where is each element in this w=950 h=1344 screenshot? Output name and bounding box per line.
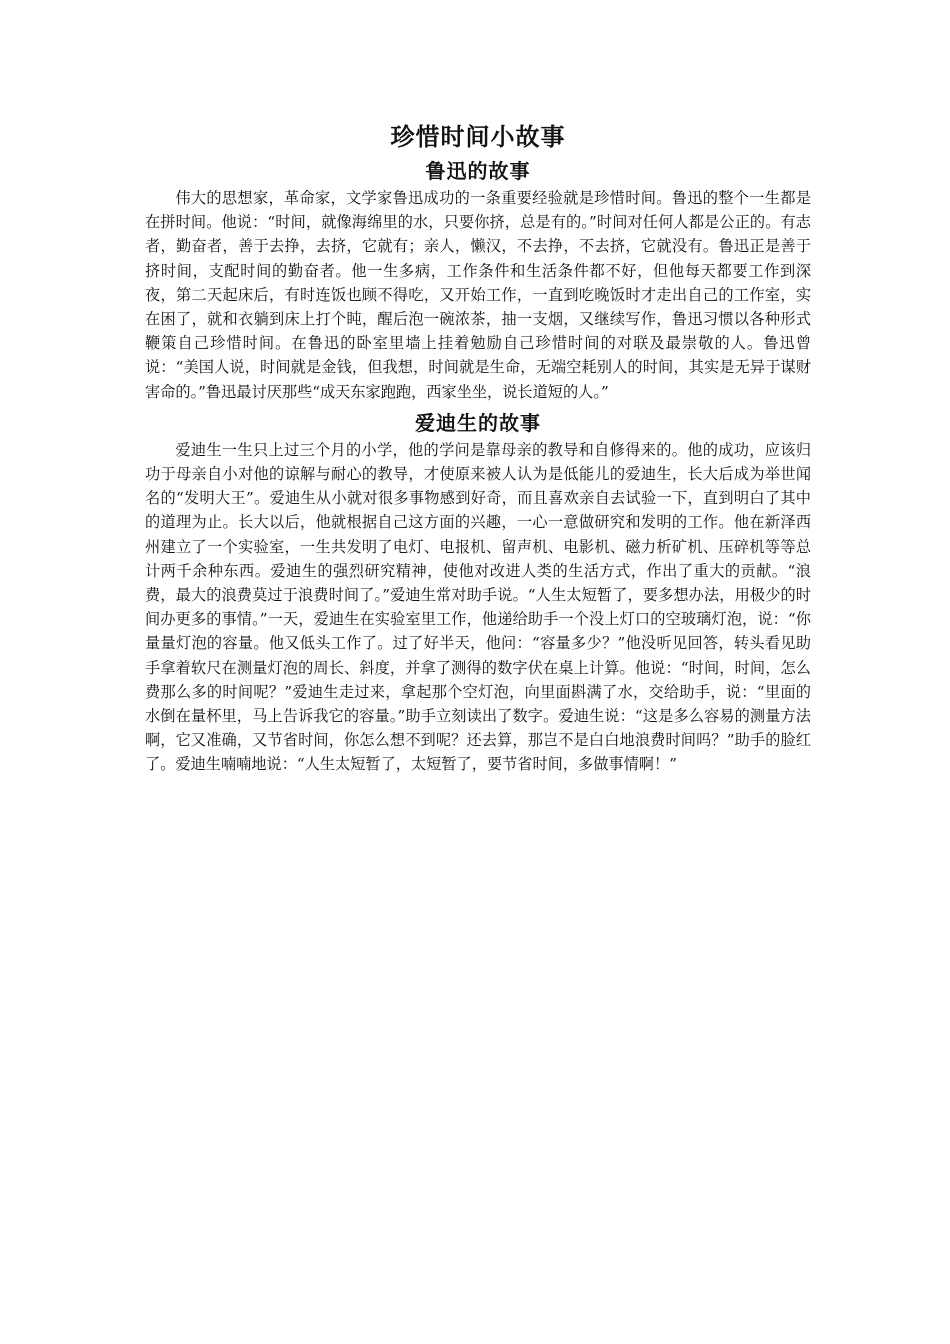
section-heading-lu-xun: 鲁迅的故事 — [425, 159, 531, 183]
section-body-lu-xun: 伟大的思想家，革命家，文学家鲁迅成功的一条重要经验就是珍惜时间。鲁迅的整个一生都是在拼时间。他说：“时间，就像海绵里的水，只要你挤，总是有的。”时间对任何人都是公正的。有志者，勤奋者，善于去挣，去挤，它就有；亲人，懒汉，不去挣，不去挤，它就没有。鲁迅正是善于挤时间，支配时间的勤奋者。他一生多病，工作条件和生活条件都不好，但他每天都要工作到深夜，第二天起床后，有时连饭也顾不得吃，又开始工作，一直到吃晚饭时才走出自己的工作室，实在困了，就和衣躺到床上打个盹，醒后泡一碗浓茶，抽一支烟，又继续写作，鲁迅习惯以各种形式鞭策自己珍惜时间。在鲁迅的卧室里墙上挂着勉励自己珍惜时间的对联及最崇敬的人。鲁迅曾说：“美国人说，时间就是金钱，但我想，时间就是生命，无端空耗别人的时间，其实是无异于谋财害命的。”鲁迅最讨厌那些“成天东家跑跑，西家坐坐，说长道短的人。” — [145, 189, 811, 401]
document-content — [145, 120, 811, 777]
section-body-edison: 爱迪生一生只上过三个月的小学，他的学问是靠母亲的教导和自修得来的。他的成功，应该归功于母亲自小对他的谅解与耐心的教导，才使原来被人认为是低能儿的爱迪生，长大后成为举世闻名的“发明大王”。爱迪生从小就对很多事物感到好奇，而且喜欢亲自去试验一下，直到明白了其中的道理为止。长大以后，他就根据自己这方面的兴趣，一心一意做研究和发明的工作。他在新泽西州建立了一个实验室，一生共发明了电灯、电报机、留声机、电影机、磁力析矿机、压碎机等等总计两千余种东西。爱迪生的强烈研究精神，使他对改进人类的生活方式，作出了重大的贡献。“浪费，最大的浪费莫过于浪费时间了。”爱迪生常对助手说。“人生太短暂了，要多想办法，用极少的时间办更多的事情。”一天，爱迪生在实验室里工作，他递给助手一个没上灯口的空玻璃灯泡，说：“你量量灯泡的容量。他又低头工作了。过了好半天，他问：“容量多少？”他没听见回答，转头看见助手拿着软尺在测量灯泡的周长、斜度，并拿了测得的数字伏在桌上计算。他说：“时间，时间，怎么费那么多的时间呢？”爱迪生走过来，拿起那个空灯泡，向里面斟满了水，交给助手，说：“里面的水倒在量杯里，马上告诉我它的容量。”助手立刻读出了数字。爱迪生说：“这是多么容易的测量方法啊，它又准确，又节省时间，你怎么想不到呢？还去算，那岂不是白白地浪费时间吗？”助手的脸红了。爱迪生喃喃地说：“人生太短暂了，太短暂了，要节省时间，多做事情啊！” — [145, 440, 811, 774]
document-title: 珍惜时间小故事 — [390, 123, 566, 151]
section-heading-edison: 爱迪生的故事 — [415, 410, 541, 435]
